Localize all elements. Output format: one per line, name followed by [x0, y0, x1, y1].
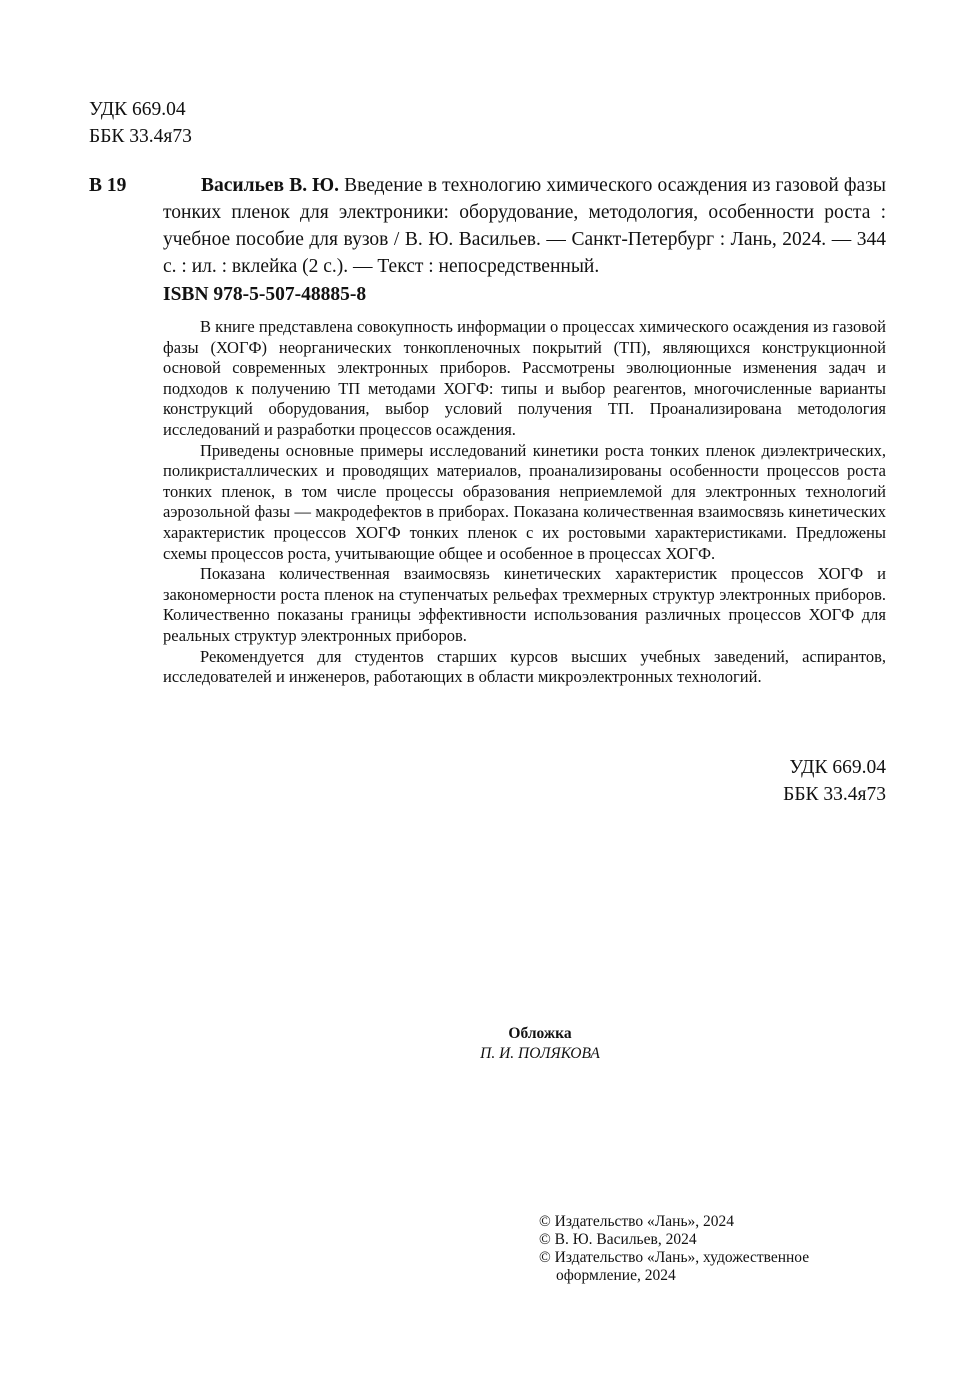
bibliographic-description: Введение в технологию химического осаждения из газовой фазы тонких пленок для электроники: оборудование, методология, особенности роста : учебное пособие для вузов / В. Ю. Васильев. — Санкт-Петербург : Лань, 2024. — 344 с. : ил. : вклейка (2 с.). — Текст : непосредственный. [163, 175, 886, 277]
annotation-paragraph: Приведены основные примеры исследований кинетики роста тонких пленок диэлектрических, поликристаллических и проводящих материалов, проанализированы особенности процессов роста тонких пленок, в том числе процессы образования неприемлемой для электронных технологий аэрозольной фазы — макродефектов в приборах. Показана количественная взаимосвязь кинетических характеристик процессов ХОГФ тонких пленок с их ростовыми характеристиками. Предложены схемы процессов роста, учитывающие общее и особенное в процессах ХОГФ. [163, 440, 886, 563]
isbn: ISBN 978-5-507-48885-8 [163, 284, 367, 305]
copyright-line: © В. Ю. Васильев, 2024 [539, 1231, 697, 1248]
author-name: Васильев В. Ю. [201, 175, 340, 196]
annotation-paragraph: Рекомендуется для студентов старших курсов высших учебных заведений, аспирантов, исследователей и инженеров, работающих в области микроэлектронных технологий. [163, 646, 886, 687]
catalog-code: В 19 [89, 175, 127, 196]
cover-credit [400, 1024, 680, 1064]
udk-code: УДК 669.04 [89, 99, 186, 120]
annotation [163, 317, 886, 688]
annotation-paragraph: Показана количественная взаимосвязь кинетических характеристик процессов ХОГФ и закономерности роста пленок на ступенчатых рельефах трехмерных структур электронных приборов. Количественно показаны границы эффективности использования различных процессов ХОГФ для реальных структур электронных приборов. [163, 564, 886, 645]
bbk-code: ББК 33.4я73 [89, 126, 192, 147]
cover-label: Обложка [508, 1025, 572, 1042]
copyright-line: © Издательство «Лань», художественное [539, 1249, 810, 1266]
udk-code: УДК 669.04 [789, 757, 886, 778]
annotation-paragraph: В книге представлена совокупность информации о процессах химического осаждения из газовой фазы (ХОГФ) неорганических тонкопленочных покрытий (ТП), являющихся конструкционной основой современных электронных приборов. Рассмотрены эволюционные изменения задач и подходов к получению ТП методами ХОГФ: типы и выбор реагентов, многочисленные варианты конструкций оборудования, выбор условий получения ТП. Проанализирована методология исследований и разработки процессов осаждения. [163, 317, 886, 439]
copyright-block [539, 1213, 859, 1285]
udk-footer [700, 754, 886, 808]
udk-header [89, 96, 192, 150]
bbk-code: ББК 33.4я73 [783, 784, 886, 805]
copyright-line: оформление, 2024 [556, 1267, 676, 1284]
bibliographic-record [163, 172, 886, 280]
copyright-line: © Издательство «Лань», 2024 [539, 1213, 735, 1230]
cover-designer: П. И. ПОЛЯКОВА [480, 1045, 600, 1062]
